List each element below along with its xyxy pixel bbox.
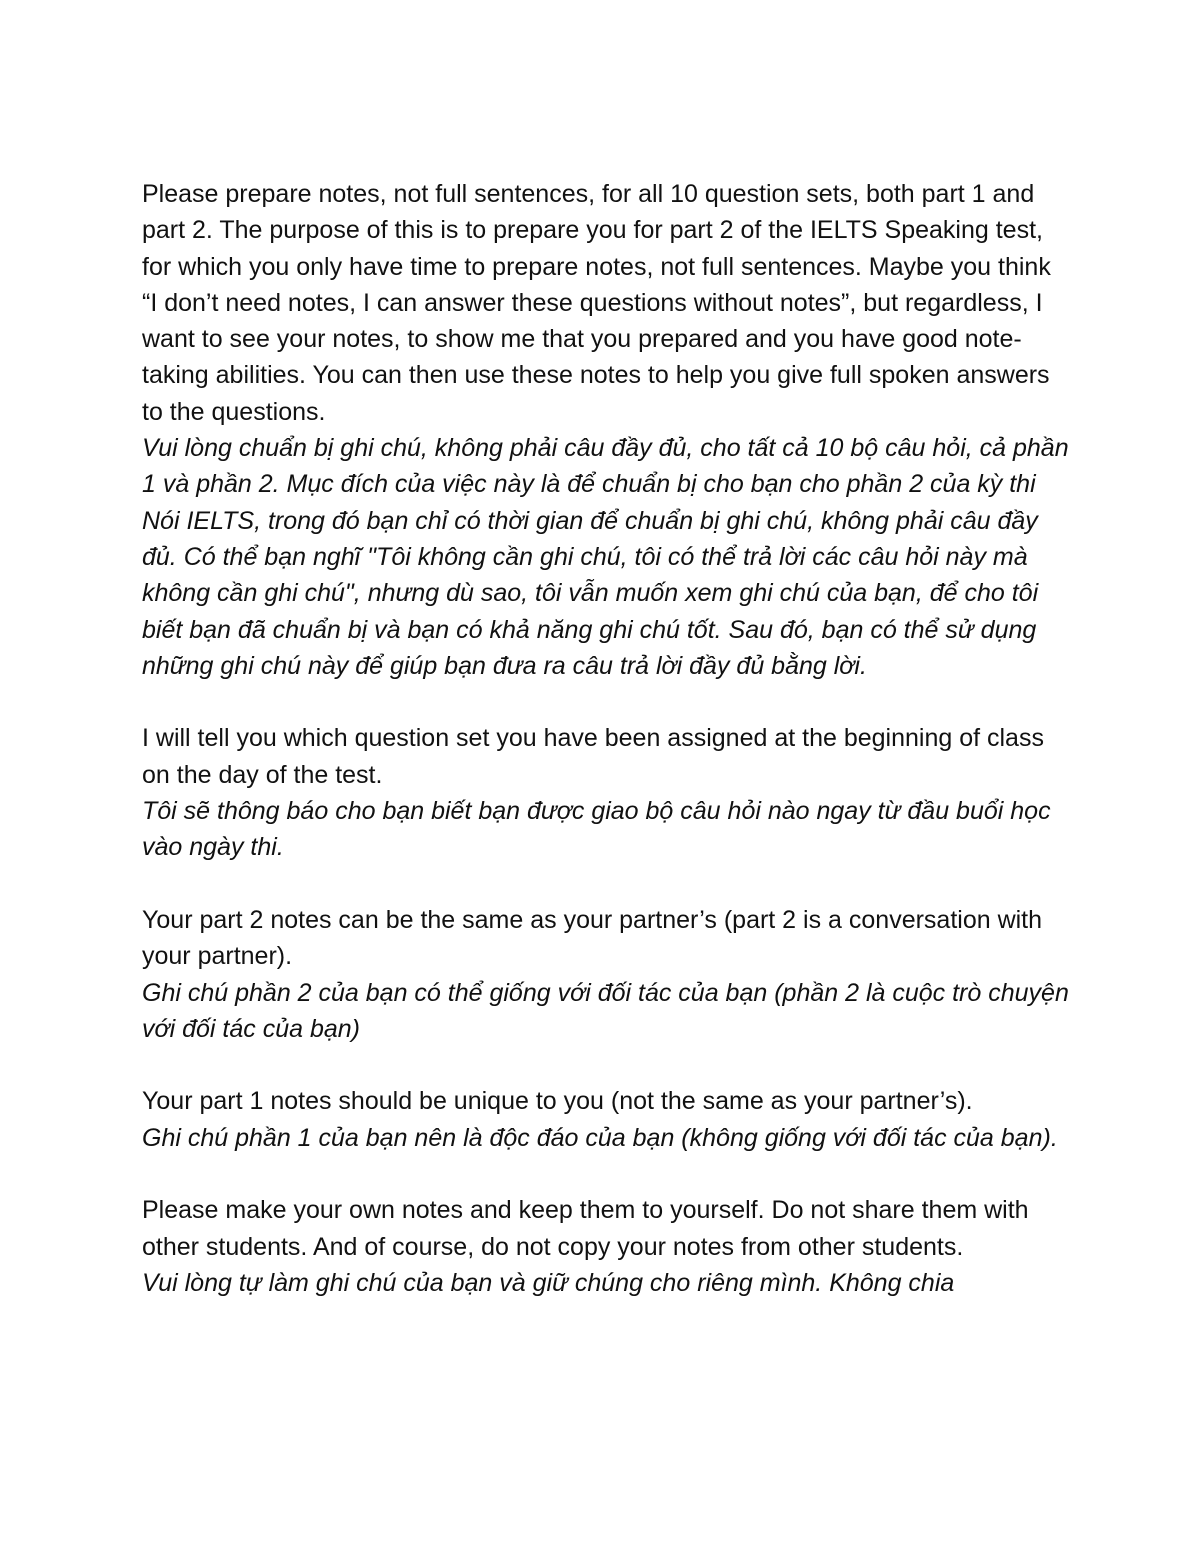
instruction-section-assignment bbox=[142, 720, 1072, 865]
instruction-english: Please prepare notes, not full sentences, for all 10 question sets, both part 1 and part 2. The purpose of this is to prepare you for part 2 of the IELTS Speaking test, for which you only have time to prepare notes, not full sentences. Maybe you think “I don’t need notes, I can answer these questions without notes”, but regardless, I want to see your notes, to show me that you prepared and you have good note-taking abilities. You can then use these notes to help you give full spoken answers to the questions. bbox=[142, 180, 1051, 426]
instruction-english: Your part 1 notes should be unique to you (not the same as your partner’s). bbox=[142, 1087, 973, 1116]
instruction-vietnamese: Tôi sẽ thông báo cho bạn biết bạn được giao bộ câu hỏi nào ngay từ đầu buổi học vào ngày thi. bbox=[142, 797, 1051, 862]
instruction-english: Your part 2 notes can be the same as your partner’s (part 2 is a conversation with your partner). bbox=[142, 905, 1043, 971]
instruction-section-notes bbox=[142, 176, 1072, 684]
instruction-vietnamese: Ghi chú phần 1 của bạn nên là độc đáo của bạn (không giống với đối tác của bạn). bbox=[142, 1123, 1058, 1152]
instruction-vietnamese: Vui lòng tự làm ghi chú của bạn và giữ chúng cho riêng mình. Không chia bbox=[142, 1268, 955, 1297]
instruction-english: Please make your own notes and keep them to yourself. Do not share them with other students. And of course, do not copy your notes from other students. bbox=[142, 1196, 1029, 1261]
instruction-english: I will tell you which question set you have been assigned at the beginning of class on the day of the test. bbox=[142, 724, 1044, 789]
document-body bbox=[142, 176, 1072, 1338]
instruction-section-part1 bbox=[142, 1083, 1072, 1156]
instruction-vietnamese: Ghi chú phần 2 của bạn có thể giống với đối tác của bạn (phần 2 là cuộc trò chuyện với đối tác của bạn) bbox=[142, 978, 1069, 1043]
instruction-section-own-notes bbox=[142, 1192, 1072, 1301]
instruction-section-part2 bbox=[142, 902, 1072, 1047]
instruction-vietnamese: Vui lòng chuẩn bị ghi chú, không phải câu đầy đủ, cho tất cả 10 bộ câu hỏi, cả phần 1 và phần 2. Mục đích của việc này là để chuẩn bị cho bạn cho phần 2 của kỳ thi Nói IELTS, trong đó bạn chỉ có thời gian để chuẩn bị ghi chú, không phải câu đầy đủ. Có thể bạn nghĩ "Tôi không cần ghi chú, tôi có thể trả lời các câu hỏi này mà không cần ghi chú", nhưng dù sao, tôi vẫn muốn xem ghi chú của bạn, để cho tôi biết bạn đã chuẩn bị và bạn có khả năng ghi chú tốt. Sau đó, bạn có thể sử dụng những ghi chú này để giúp bạn đưa ra câu trả lời đầy đủ bằng lời. bbox=[142, 434, 1069, 680]
